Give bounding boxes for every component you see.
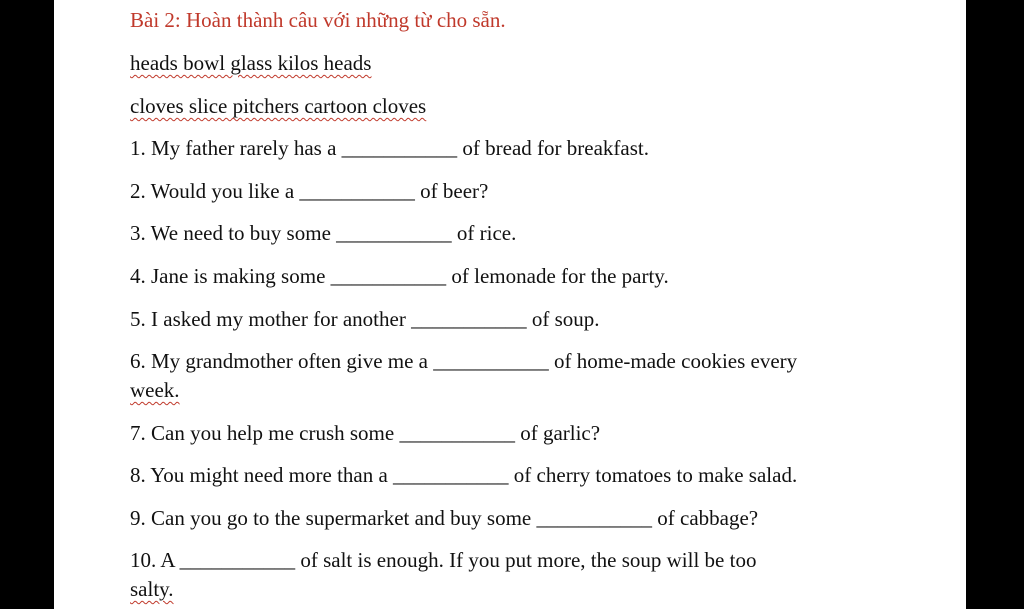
- document-page: [54, 0, 966, 609]
- question-2: 2. Would you like a ___________ of beer?: [130, 179, 489, 203]
- question-1: 1. My father rarely has a ___________ of bread for breakfast.: [130, 136, 649, 160]
- question-8: 8. You might need more than a ___________ of cherry tomatoes to make salad.: [130, 463, 798, 487]
- question-5: 5. I asked my mother for another ___________ of soup.: [130, 307, 600, 331]
- word-bank-line-2: cloves slice pitchers cartoon cloves: [130, 94, 427, 118]
- question-6: 6. My grandmother often give me a ___________ of home-made cookies every: [130, 349, 798, 373]
- question-6-continuation: week.: [130, 378, 180, 402]
- question-4: 4. Jane is making some ___________ of lemonade for the party.: [130, 264, 669, 288]
- question-10-continuation: salty.: [130, 577, 174, 601]
- question-10: 10. A ___________ of salt is enough. If you put more, the soup will be too: [130, 548, 757, 572]
- exercise-title: Bài 2: Hoàn thành câu với những từ cho sẵn.: [130, 8, 506, 32]
- question-3: 3. We need to buy some ___________ of rice.: [130, 221, 517, 245]
- question-9: 9. Can you go to the supermarket and buy some ___________ of cabbage?: [130, 506, 759, 530]
- question-7: 7. Can you help me crush some ___________ of garlic?: [130, 421, 601, 445]
- word-bank-line-1: heads bowl glass kilos heads: [130, 51, 372, 75]
